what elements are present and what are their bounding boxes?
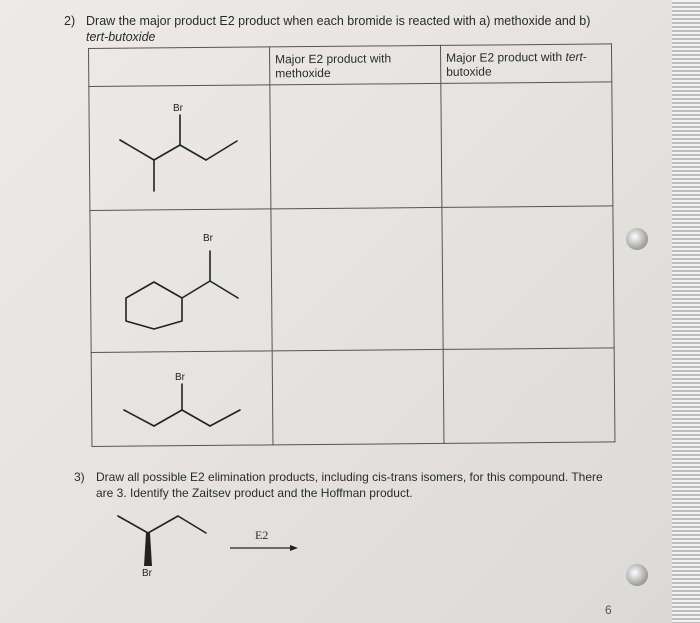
- header-empty: [89, 47, 270, 87]
- question-2-number: 2): [64, 14, 76, 28]
- binder-ring: [626, 228, 648, 250]
- answer-3-tert-butoxide[interactable]: [443, 348, 615, 443]
- binder-ring: [626, 564, 648, 586]
- question-3-text-line2: are 3. Identify the Zaitsev product and the Hoffman product.: [96, 486, 413, 500]
- question-2: [64, 13, 590, 45]
- reaction-label: E2: [255, 528, 269, 542]
- answer-1-methoxide[interactable]: [270, 83, 442, 208]
- answer-3-methoxide[interactable]: [272, 349, 444, 444]
- reaction-compound-structure: [100, 508, 320, 583]
- bromide-3-structure: [112, 368, 272, 438]
- br-label: Br: [142, 568, 152, 579]
- wedge-bond: [144, 533, 152, 566]
- br-label: Br: [173, 103, 183, 114]
- br-label: Br: [203, 233, 213, 244]
- question-3-text-line1: Draw all possible E2 elimination products, including cis-trans isomers, for this compound. There: [96, 470, 603, 484]
- binder-edge: [672, 0, 700, 623]
- question-2-text-line2: tert-butoxide: [86, 30, 156, 44]
- bromide-2-structure: [112, 225, 272, 340]
- answer-2-methoxide[interactable]: [271, 207, 443, 350]
- question-2-text-line1: Draw the major product E2 product when each bromide is reacted with a) methoxide and b): [86, 14, 591, 28]
- question-3: [74, 469, 603, 501]
- header-methoxide: Major E2 product with methoxide: [269, 45, 440, 84]
- answer-1-tert-butoxide[interactable]: [441, 82, 613, 207]
- header-tert-butoxide: Major E2 product with tert-butoxide: [440, 44, 611, 83]
- arrow-head-icon: [290, 545, 298, 551]
- answer-2-tert-butoxide[interactable]: [442, 206, 614, 349]
- bromide-1-structure: [100, 98, 260, 198]
- br-label: Br: [175, 372, 185, 383]
- question-3-number: 3): [74, 470, 85, 484]
- page-number: 6: [605, 603, 612, 617]
